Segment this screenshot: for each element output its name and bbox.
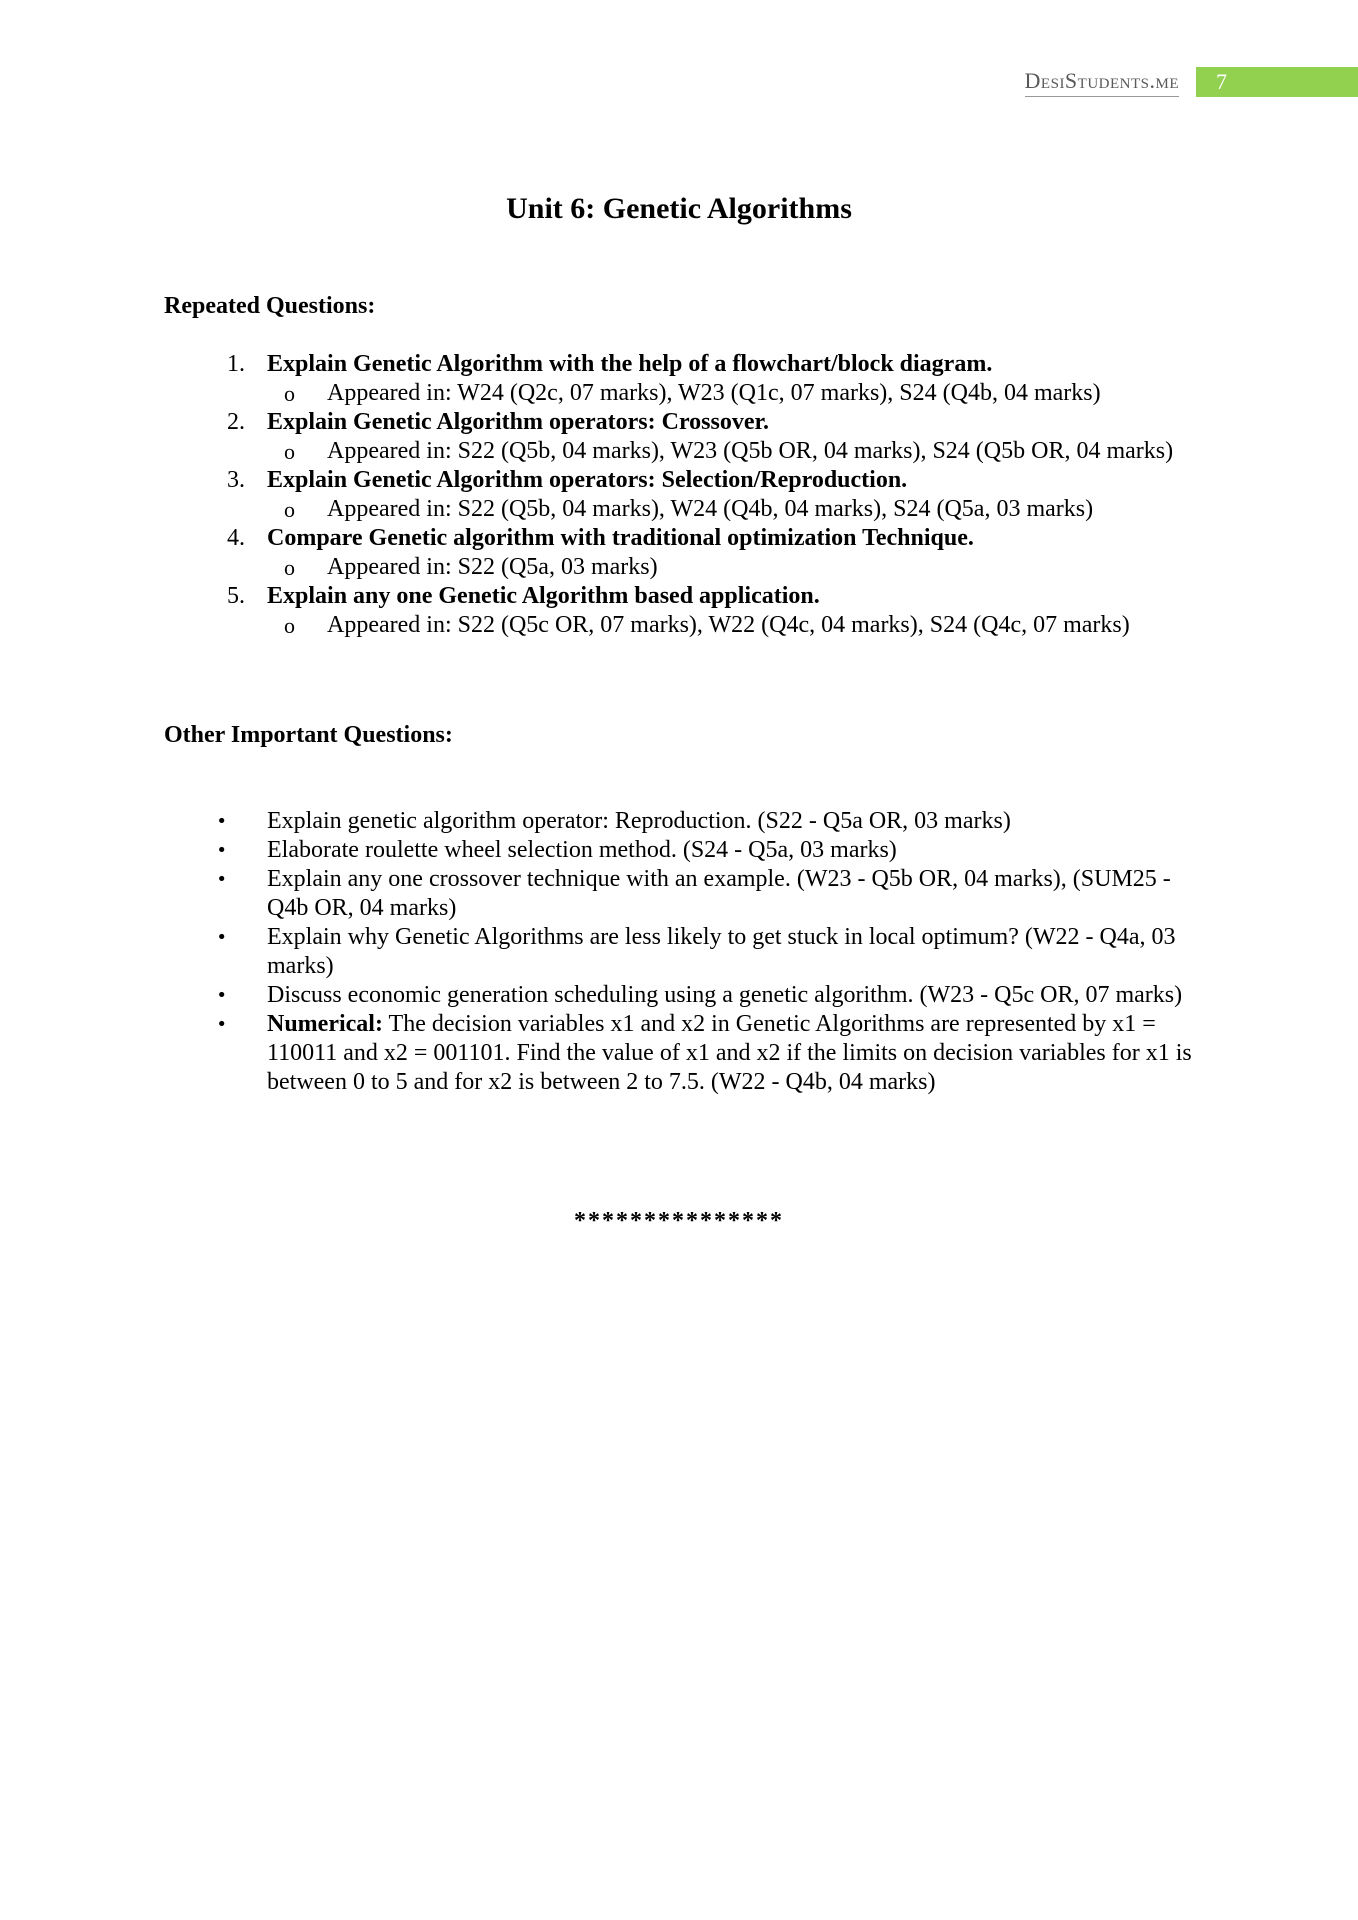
- appeared-text: Appeared in: S22 (Q5b, 04 marks), W23 (Q5b OR, 04 marks), S24 (Q5b OR, 04 marks): [327, 438, 1174, 464]
- circle-bullet-icon: o: [284, 381, 295, 406]
- list-item: [164, 524, 1204, 582]
- repeated-questions-heading: Repeated Questions:: [164, 293, 376, 319]
- list-item: [164, 582, 1204, 640]
- list-item: [164, 1010, 1204, 1097]
- page-header: [1025, 66, 1358, 98]
- page-title: Unit 6: Genetic Algorithms: [506, 192, 852, 225]
- item-number: 1.: [227, 351, 245, 377]
- appeared-text: Appeared in: W24 (Q2c, 07 marks), W23 (Q1c, 07 marks), S24 (Q4b, 04 marks): [327, 380, 1101, 406]
- item-text: Discuss economic generation scheduling using a genetic algorithm. (W23 - Q5c OR, 07 marks): [267, 982, 1183, 1008]
- circle-bullet-icon: o: [284, 497, 295, 522]
- circle-bullet-icon: o: [284, 555, 295, 580]
- question-text: Explain Genetic Algorithm operators: Selection/Reproduction.: [267, 467, 908, 493]
- appeared-text: Appeared in: S22 (Q5c OR, 07 marks), W22 (Q4c, 04 marks), S24 (Q4c, 07 marks): [327, 612, 1130, 638]
- item-text: The decision variables x1 and x2 in Genetic Algorithms are represented by x1 = 110011 and x2 = 001101. Find the value of x1 and x2 if the limits on decision variables for x1 is between 0 to 5 and for x2 is between 2 to 7.5. (W22 - Q4b, 04 marks): [267, 1011, 1192, 1095]
- list-item: [164, 836, 1204, 865]
- list-item: [164, 408, 1204, 466]
- question-text: Explain Genetic Algorithm with the help of a flowchart/block diagram.: [267, 351, 993, 377]
- repeated-questions-list: [164, 350, 1204, 640]
- item-number: 5.: [227, 583, 245, 609]
- appeared-text: Appeared in: S22 (Q5a, 03 marks): [327, 554, 658, 580]
- item-bold-label: Numerical:: [267, 1011, 383, 1037]
- list-item: [164, 865, 1204, 923]
- list-item: [164, 981, 1204, 1010]
- other-questions-list: [164, 807, 1204, 1097]
- appeared-text: Appeared in: S22 (Q5b, 04 marks), W24 (Q4b, 04 marks), S24 (Q5a, 03 marks): [327, 496, 1094, 522]
- item-number: 4.: [227, 525, 245, 551]
- site-name: DesiStudents.me: [1025, 68, 1179, 97]
- bullet-icon: •: [216, 840, 227, 861]
- bullet-icon: •: [216, 927, 227, 948]
- list-item: [164, 350, 1204, 408]
- list-item: [164, 466, 1204, 524]
- section-separator: ***************: [574, 1208, 784, 1234]
- item-number: 3.: [227, 467, 245, 493]
- circle-bullet-icon: o: [284, 613, 295, 638]
- list-item: [164, 807, 1204, 836]
- other-questions-heading: Other Important Questions:: [164, 722, 453, 748]
- bullet-icon: •: [216, 869, 227, 890]
- item-number: 2.: [227, 409, 245, 435]
- page-number: 7: [1196, 67, 1358, 97]
- item-text: Elaborate roulette wheel selection method. (S24 - Q5a, 03 marks): [267, 837, 897, 863]
- item-text: Explain any one crossover technique with an example. (W23 - Q5b OR, 04 marks), (SUM25 - Q4b OR, 04 marks): [267, 866, 1171, 921]
- bullet-icon: •: [216, 1014, 227, 1035]
- bullet-icon: •: [216, 985, 227, 1006]
- question-text: Explain any one Genetic Algorithm based application.: [267, 583, 820, 609]
- question-text: Explain Genetic Algorithm operators: Crossover.: [267, 409, 769, 435]
- item-text: Explain why Genetic Algorithms are less likely to get stuck in local optimum? (W22 - Q4a, 03 marks): [267, 924, 1176, 979]
- list-item: [164, 923, 1204, 981]
- circle-bullet-icon: o: [284, 439, 295, 464]
- bullet-icon: •: [216, 811, 227, 832]
- question-text: Compare Genetic algorithm with traditional optimization Technique.: [267, 525, 974, 551]
- item-text: Explain genetic algorithm operator: Reproduction. (S22 - Q5a OR, 03 marks): [267, 808, 1011, 834]
